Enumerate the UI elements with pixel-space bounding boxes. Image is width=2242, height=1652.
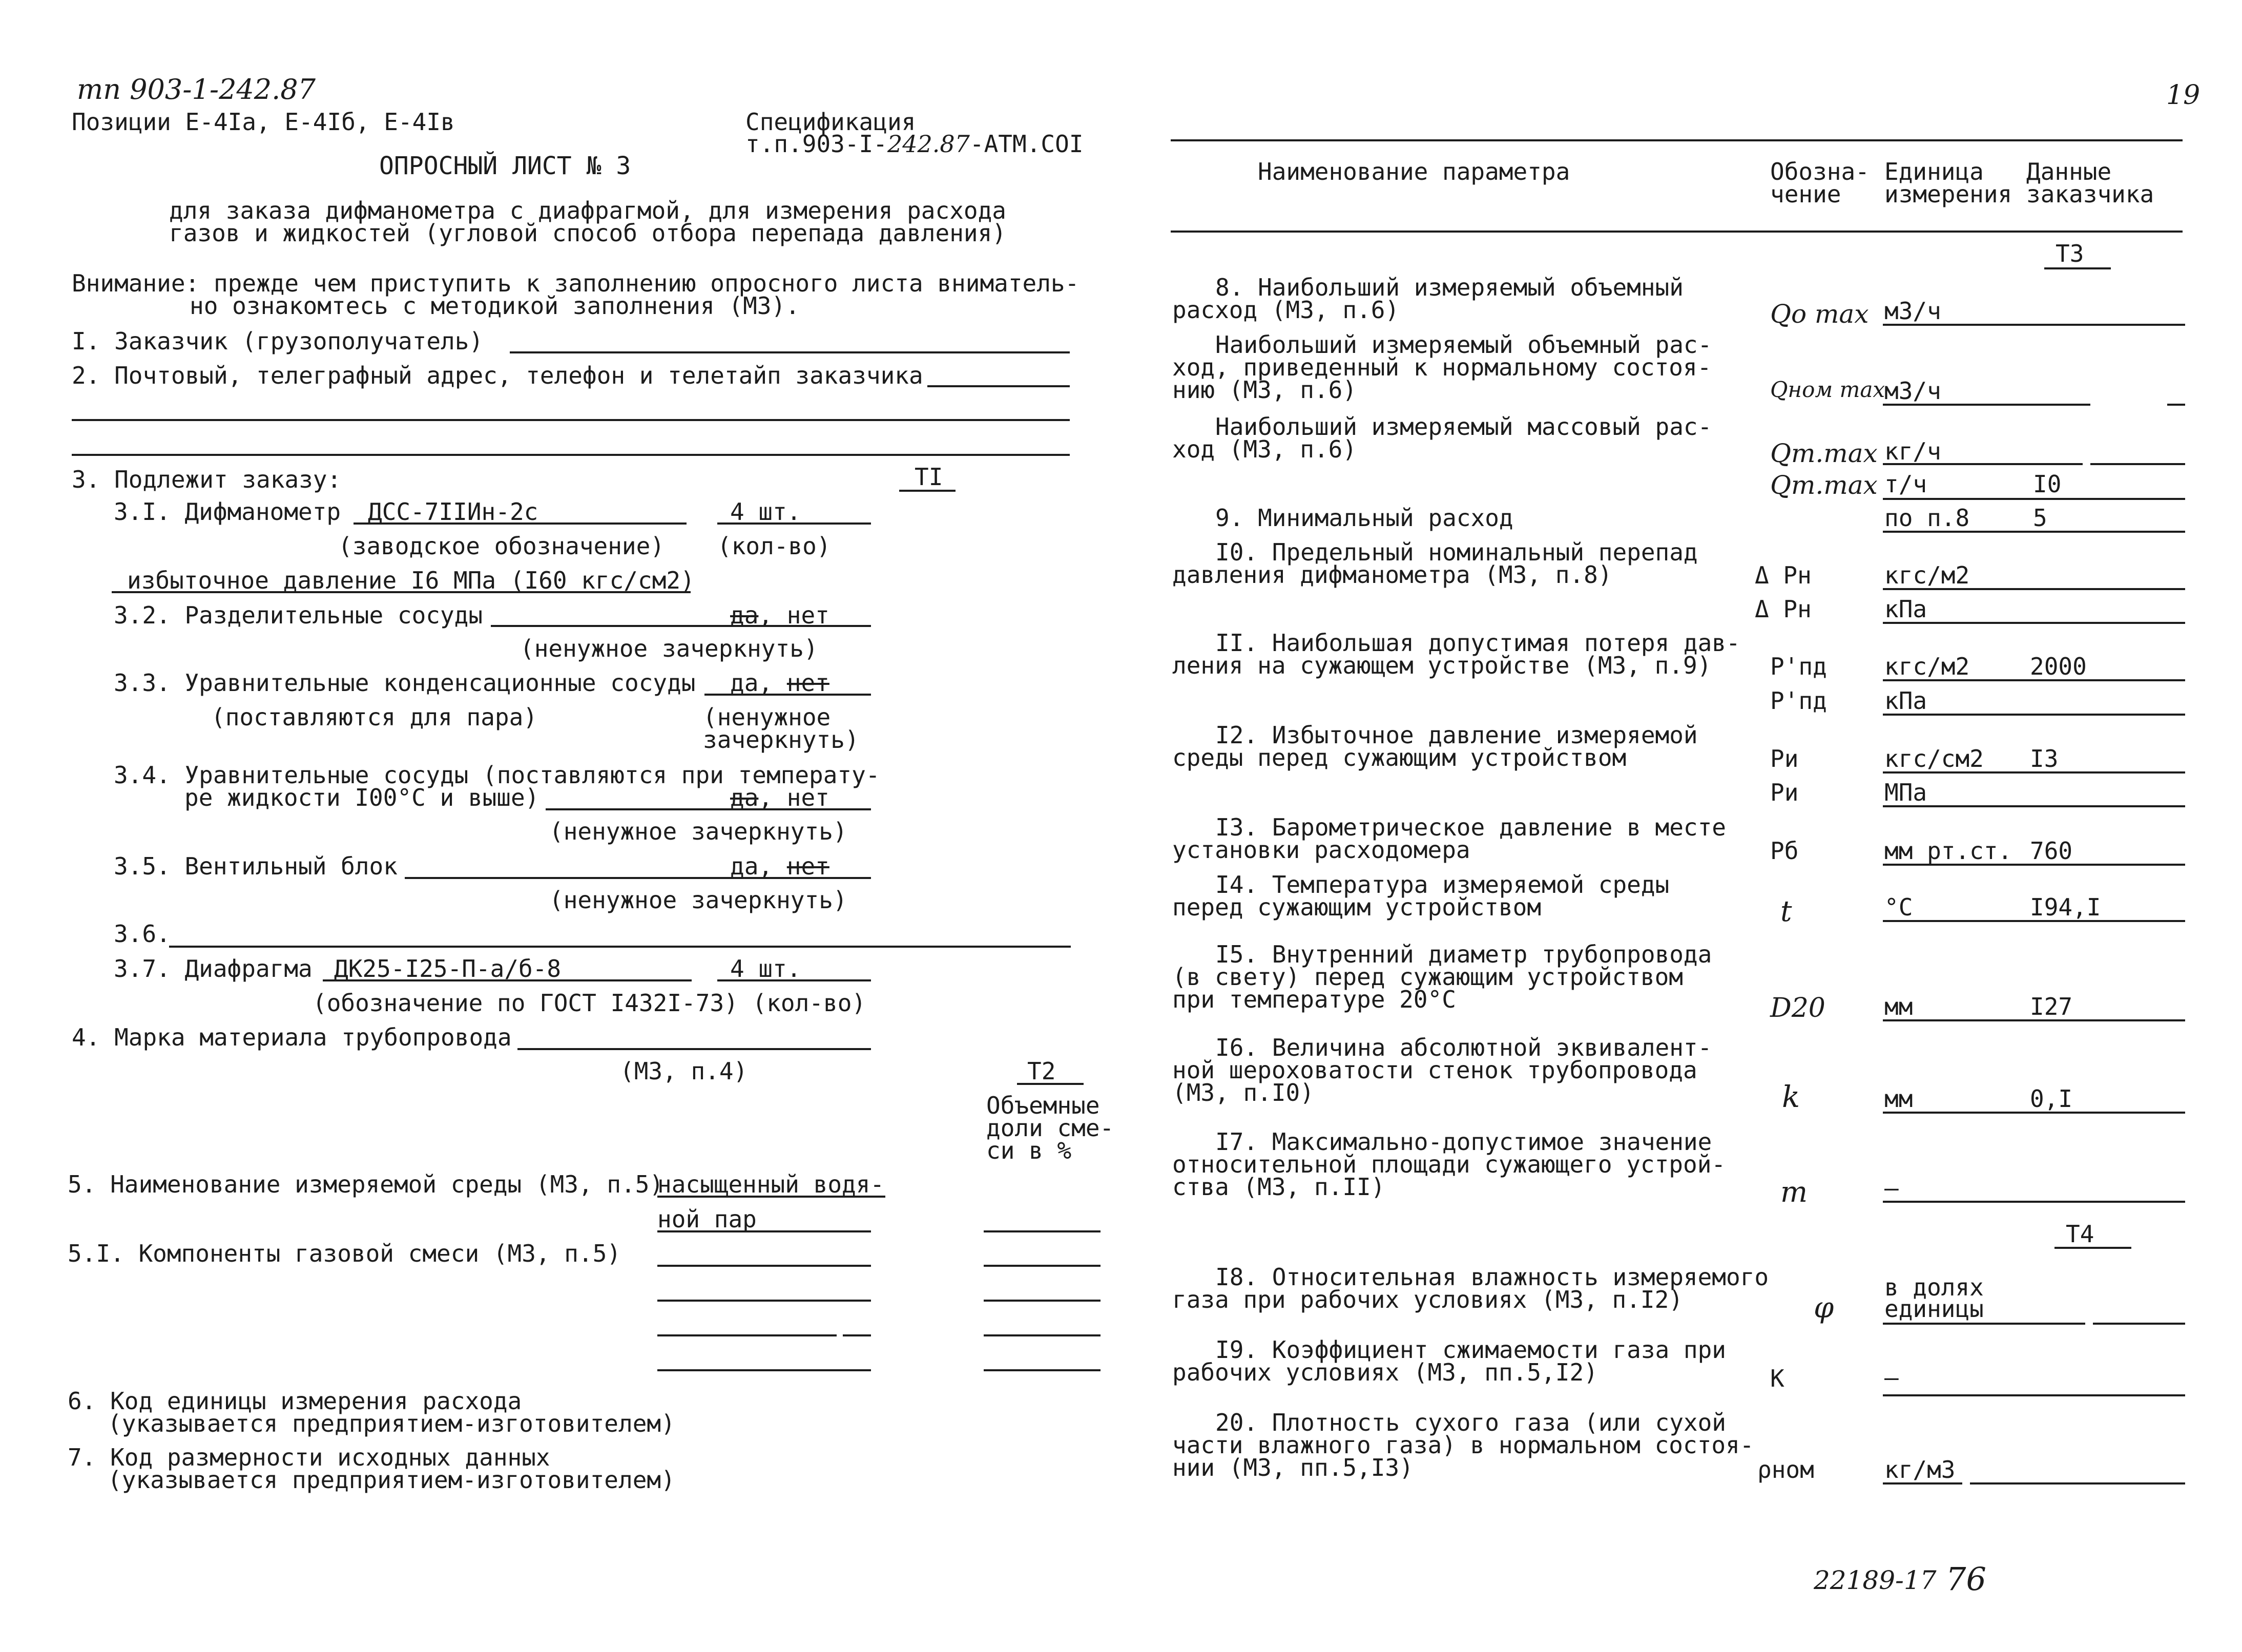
header-symbol-2: чение bbox=[1770, 180, 1841, 208]
medium-line-2 bbox=[657, 1230, 871, 1232]
factory-designation-caption: (заводское обозначение) bbox=[338, 532, 665, 560]
component-fraction-3 bbox=[984, 1334, 1101, 1336]
item-3-3-note-1: (поставляются для пара) bbox=[211, 703, 537, 731]
r8c-line-1b bbox=[2090, 463, 2185, 465]
component-line-2 bbox=[657, 1300, 871, 1302]
r13-line bbox=[1883, 864, 2185, 866]
r12-unit-1: кгс/см2 bbox=[1884, 745, 1984, 772]
r18-unit-2: единицы bbox=[1884, 1295, 1984, 1323]
r8c-unit-2: т/ч bbox=[1884, 470, 1927, 498]
item-3-3-note-2a: (ненужное bbox=[703, 703, 831, 731]
r10-line-2 bbox=[1883, 622, 2185, 624]
r11-line-1 bbox=[1883, 679, 2185, 681]
item-1-label: I. Заказчик (грузополучатель) bbox=[72, 327, 484, 355]
r15-symbol: D20 bbox=[1770, 993, 1825, 1023]
r12-symbol-2: Ри bbox=[1770, 779, 1799, 806]
item-3-4-note: (ненужное зачеркнуть) bbox=[549, 818, 847, 845]
r8b-line-2: ход, приведенный к нормальному состоя- bbox=[1172, 353, 1712, 381]
component-line-1 bbox=[657, 1265, 871, 1267]
r16-line-1: I6. Величина абсолютной эквивалент- bbox=[1215, 1034, 1712, 1061]
r8c-line-1: Наибольший измеряемый массовый рас- bbox=[1215, 413, 1712, 441]
r17-line-3: ства (МЗ, п.II) bbox=[1172, 1173, 1385, 1201]
r9-value: 5 bbox=[2033, 504, 2047, 532]
r8-unit: м3/ч bbox=[1884, 297, 1941, 325]
r19-line-1: I9. Коэффициент сжимаемости газа при bbox=[1215, 1336, 1726, 1364]
r18-symbol: φ bbox=[1814, 1291, 1834, 1325]
r15-line-2: (в свету) перед сужающим устройством bbox=[1172, 963, 1683, 991]
r8b-line-3: нию (МЗ, п.6) bbox=[1172, 376, 1357, 404]
item-3-2-note: (ненужное зачеркнуть) bbox=[520, 635, 818, 662]
r12-line-2: среды перед сужающим устройством bbox=[1172, 744, 1627, 771]
page-title: ОПРОСНЫЙ ЛИСТ № 3 bbox=[379, 152, 631, 180]
r10-unit-1: кгс/м2 bbox=[1884, 561, 1970, 589]
item-3-7-caption: (обозначение по ГОСТ I432I-73) (кол-во) bbox=[313, 989, 866, 1017]
r20-line-a bbox=[1883, 1482, 1962, 1484]
item-3-4-line-1: 3.4. Уравнительные сосуды (поставляются при температу- bbox=[114, 761, 880, 789]
r14-unit: °С bbox=[1884, 893, 1913, 921]
manometer-model-line bbox=[354, 522, 687, 525]
equalizing-vessels-choice: да, нет bbox=[730, 784, 829, 811]
measured-medium-line-1: насыщенный водя- bbox=[657, 1170, 885, 1198]
r20-line-b bbox=[1970, 1482, 2185, 1484]
r17-line-1: I7. Максимально-допустимое значение bbox=[1215, 1128, 1712, 1156]
table-header-rule bbox=[1171, 231, 2183, 233]
item-6-line-1: 6. Код единицы измерения расхода bbox=[68, 1387, 522, 1415]
r11-line-2: ления на сужающем устройстве (МЗ, п.9) bbox=[1172, 652, 1712, 679]
item-3-5-note: (ненужное зачеркнуть) bbox=[549, 886, 847, 914]
r10-line-2: давления дифманометра (МЗ, п.8) bbox=[1172, 561, 1612, 589]
r8b-unit: м3/ч bbox=[1884, 377, 1941, 405]
item-3-1-label: 3.I. Дифманометр bbox=[114, 498, 341, 526]
manometer-quantity: 4 шт. bbox=[730, 498, 801, 526]
component-fraction-1 bbox=[984, 1265, 1101, 1267]
t1-label: TI bbox=[915, 463, 943, 491]
r18-line-b bbox=[2093, 1323, 2185, 1325]
r11-symbol-2: Р'пд bbox=[1770, 687, 1827, 715]
t2-caption-2: доли сме- bbox=[986, 1114, 1114, 1142]
subtitle-line-2: газов и жидкостей (угловой способ отбора перепада давления) bbox=[169, 219, 1006, 247]
orifice-quantity-line bbox=[717, 979, 871, 981]
r19-line bbox=[1883, 1394, 2185, 1396]
valve-block-choice: да, нет bbox=[730, 852, 829, 880]
r15-unit: мм bbox=[1884, 993, 1913, 1020]
r8c-symbol-1: Qm.max bbox=[1770, 438, 1878, 468]
r13-line-1: I3. Барометрическое давление в месте bbox=[1215, 813, 1726, 841]
customer-field-line bbox=[510, 351, 1070, 353]
r8b-line-end bbox=[2167, 404, 2185, 406]
r8-line-2: расход (МЗ, п.6) bbox=[1172, 296, 1400, 324]
r19-symbol: К bbox=[1770, 1365, 1784, 1392]
component-line-3b bbox=[843, 1334, 871, 1336]
positions-line: Позиции Е-4Iа, Е-4Iб, Е-4Iв bbox=[72, 108, 455, 136]
t1-underline bbox=[899, 490, 956, 492]
excess-pressure-line: избыточное давление I6 МПа (I60 кгс/см2) bbox=[127, 567, 695, 594]
r13-unit: мм рт.ст. bbox=[1884, 837, 2012, 865]
r8c-line-2: ход (МЗ, п.6) bbox=[1172, 435, 1357, 463]
r8b-line-1: Наибольший измеряемый объемный рас- bbox=[1215, 331, 1712, 359]
t2-caption-3: си в % bbox=[986, 1137, 1072, 1164]
item-2-label: 2. Почтовый, телеграфный адрес, телефон и телетайп заказчика bbox=[72, 362, 923, 389]
item-3-3-label: 3.3. Уравнительные конденсационные сосуды bbox=[114, 669, 696, 697]
r12-line-1 bbox=[1883, 771, 2185, 773]
pipe-material-line bbox=[517, 1048, 871, 1050]
condensation-vessels-line bbox=[704, 694, 871, 696]
r11-value-1: 2000 bbox=[2030, 653, 2087, 680]
r18-line-2: газа при рабочих условиях (МЗ, п.I2) bbox=[1172, 1286, 1683, 1313]
r8c-symbol-2: Qm.max bbox=[1770, 470, 1878, 500]
r19-line-2: рабочих условиях (МЗ, пп.5,I2) bbox=[1172, 1358, 1598, 1386]
r9-unit: по п.8 bbox=[1884, 504, 1970, 532]
r16-value: 0,I bbox=[2030, 1085, 2073, 1113]
excess-pressure-underline bbox=[112, 591, 691, 593]
address-field-line-3 bbox=[72, 454, 1070, 456]
address-field-line-2 bbox=[72, 419, 1070, 421]
header-parameter: Наименование параметра bbox=[1258, 158, 1570, 185]
r20-line-3: нии (МЗ, пп.5,I3) bbox=[1172, 1454, 1414, 1481]
r14-symbol: t bbox=[1780, 895, 1792, 928]
r16-symbol: k bbox=[1782, 1079, 1800, 1114]
r11-unit-1: кгс/м2 bbox=[1884, 653, 1970, 680]
r14-value: I94,I bbox=[2030, 893, 2101, 921]
r16-line-3: (МЗ, п.I0) bbox=[1172, 1079, 1314, 1106]
r8c-line-1a bbox=[1883, 463, 2083, 465]
r8b-symbol: Qном max bbox=[1770, 377, 1885, 402]
item-3-3-note-2b: зачеркнуть) bbox=[703, 726, 859, 754]
component-fraction-2 bbox=[984, 1300, 1101, 1302]
item-3-6-line bbox=[169, 946, 1071, 948]
table-top-rule bbox=[1171, 139, 2183, 141]
orifice-model: ДК25-I25-П-а/б-8 bbox=[334, 955, 562, 982]
r18-unit-1: в долях bbox=[1884, 1273, 1984, 1301]
r18-line-1: I8. Относительная влажность измеряемого bbox=[1215, 1263, 1769, 1291]
subtitle-line-1: для заказа дифманометра с диафрагмой, для измерения расхода bbox=[169, 197, 1006, 224]
r11-line-1: II. Наибольшая допустимая потеря дав- bbox=[1215, 629, 1740, 657]
r15-line-3: при температуре 20°С bbox=[1172, 986, 1456, 1013]
r8-line bbox=[1883, 324, 2185, 326]
t4-label: T4 bbox=[2066, 1220, 2094, 1248]
r17-unit: – bbox=[1884, 1174, 1899, 1202]
r8-line-1: 8. Наибольший измеряемый объемный bbox=[1215, 274, 1684, 301]
component-line-4 bbox=[657, 1369, 871, 1371]
t2-underline bbox=[1017, 1083, 1084, 1085]
handwritten-doc-code: тп 903-1-242.87 bbox=[77, 73, 316, 106]
r11-unit-2: кПа bbox=[1884, 687, 1927, 715]
r10-symbol-1: Δ Рн bbox=[1755, 561, 1812, 589]
r10-unit-2: кПа bbox=[1884, 595, 1927, 623]
spec-label: Спецификация bbox=[745, 108, 916, 136]
page-number: 19 bbox=[2166, 80, 2201, 111]
medium-fraction-line bbox=[984, 1230, 1101, 1232]
item-3-2-label: 3.2. Разделительные сосуды bbox=[114, 601, 483, 629]
r11-line-2 bbox=[1883, 714, 2185, 716]
item-3-label: 3. Подлежит заказу: bbox=[72, 466, 342, 493]
r19-unit: – bbox=[1884, 1364, 1899, 1391]
item-7-line-2: (указывается предприятием-изготовителем) bbox=[108, 1466, 675, 1494]
header-unit-1: Единица bbox=[1884, 158, 1984, 185]
spec-number: т.п.903-I-242.87-АТМ.СОI bbox=[745, 130, 1084, 158]
r18-line-a bbox=[1883, 1323, 2085, 1325]
r15-line-1: I5. Внутренний диаметр трубопровода bbox=[1215, 940, 1712, 968]
item-4-label: 4. Марка материала трубопровода bbox=[72, 1023, 512, 1051]
r20-line-2: части влажного газа) в нормальном состоя- bbox=[1172, 1431, 1754, 1459]
archive-stamp: 22189-17 bbox=[1814, 1565, 1937, 1595]
r10-line-1: I0. Предельный номинальный перепад bbox=[1215, 538, 1698, 566]
r8c-value-2: I0 bbox=[2033, 470, 2062, 498]
r17-symbol: m bbox=[1780, 1176, 1808, 1209]
r20-line-1: 20. Плотность сухого газа (или сухой bbox=[1215, 1409, 1726, 1436]
r16-unit: мм bbox=[1884, 1085, 1913, 1113]
item-5-label: 5. Наименование измеряемой среды (МЗ, п.5) bbox=[68, 1170, 664, 1198]
r14-line-1: I4. Температура измеряемой среды bbox=[1215, 871, 1670, 898]
r16-line-2: ной шероховатости стенок трубопровода bbox=[1172, 1056, 1697, 1084]
r9-line bbox=[1883, 531, 2185, 533]
r9-label: 9. Минимальный расход bbox=[1215, 504, 1513, 532]
address-field-line-1 bbox=[927, 385, 1070, 387]
t2-caption-1: Объемные bbox=[986, 1092, 1100, 1119]
header-data-1: Данные bbox=[2026, 158, 2112, 185]
manometer-quantity-line bbox=[717, 522, 871, 525]
item-3-4-line-2: ре жидкости I00°С и выше) bbox=[184, 784, 539, 811]
r17-line bbox=[1883, 1201, 2185, 1203]
r11-symbol-1: Р'пд bbox=[1770, 653, 1827, 680]
r10-symbol-2: Δ Рн bbox=[1755, 595, 1812, 623]
item-6-line-2: (указывается предприятием-изготовителем) bbox=[108, 1410, 675, 1437]
measured-medium-line-2: ной пар bbox=[657, 1205, 757, 1233]
medium-line-1 bbox=[657, 1196, 885, 1198]
t3-label: T3 bbox=[2056, 240, 2084, 267]
r16-line bbox=[1883, 1112, 2185, 1114]
r12-value-1: I3 bbox=[2030, 745, 2059, 772]
t4-underline bbox=[2054, 1247, 2131, 1249]
header-data-2: заказчика bbox=[2026, 180, 2154, 208]
r20-unit: кг/м3 bbox=[1884, 1456, 1956, 1483]
item-5-1-label: 5.I. Компоненты газовой смеси (МЗ, п.5) bbox=[68, 1240, 621, 1267]
header-unit-2: измерения bbox=[1884, 180, 2012, 208]
attention-line-2: но ознакомтесь с методикой заполнения (МЗ). bbox=[190, 292, 800, 320]
orifice-model-line bbox=[323, 979, 692, 981]
separating-vessels-choice: да, нет bbox=[730, 601, 829, 629]
r12-line-2 bbox=[1883, 805, 2185, 807]
r13-value: 760 bbox=[2030, 837, 2073, 865]
component-fraction-4 bbox=[984, 1369, 1101, 1371]
r13-symbol: Рб bbox=[1770, 837, 1799, 865]
r15-value: I27 bbox=[2030, 993, 2073, 1020]
r14-line-2: перед сужающим устройством bbox=[1172, 893, 1542, 921]
header-symbol-1: Обозна- bbox=[1770, 158, 1870, 185]
orifice-quantity: 4 шт. bbox=[730, 955, 801, 982]
r12-line-1: I2. Избыточное давление измеряемой bbox=[1215, 721, 1698, 749]
condensation-vessels-choice: да, нет bbox=[730, 669, 829, 697]
r13-line-2: установки расходомера bbox=[1172, 836, 1470, 864]
sheet-number: 76 bbox=[1946, 1560, 1986, 1598]
r8c-unit-1: кг/ч bbox=[1884, 437, 1941, 465]
quantity-caption: (кол-во) bbox=[717, 532, 831, 560]
r17-line-2: относительной площади сужающего устрой- bbox=[1172, 1151, 1726, 1178]
item-3-7-label: 3.7. Диафрагма bbox=[114, 955, 313, 982]
component-line-3 bbox=[657, 1334, 837, 1336]
r12-unit-2: МПа bbox=[1884, 779, 1927, 806]
item-3-6-label: 3.6. bbox=[114, 920, 171, 948]
item-3-5-label: 3.5. Вентильный блок bbox=[114, 852, 398, 880]
item-4-note: (МЗ, п.4) bbox=[620, 1057, 748, 1085]
r12-symbol-1: Ри bbox=[1770, 745, 1799, 772]
r15-line bbox=[1883, 1019, 2185, 1021]
t2-label: T2 bbox=[1027, 1057, 1056, 1085]
r8c-line-2 bbox=[1883, 498, 2185, 500]
attention-line-1: Внимание: прежде чем приступить к заполнению опросного листа вниматель- bbox=[72, 269, 1080, 297]
r14-line bbox=[1883, 920, 2185, 922]
r10-line-1 bbox=[1883, 588, 2185, 590]
r20-symbol: ρном bbox=[1757, 1456, 1814, 1483]
r8-symbol: Qo max bbox=[1770, 299, 1869, 329]
r8b-line bbox=[1883, 404, 2090, 406]
t3-underline bbox=[2044, 267, 2111, 269]
item-7-line-1: 7. Код размерности исходных данных bbox=[68, 1444, 550, 1471]
differential-manometer-model: ДСС-7IIИн-2с bbox=[368, 498, 538, 526]
